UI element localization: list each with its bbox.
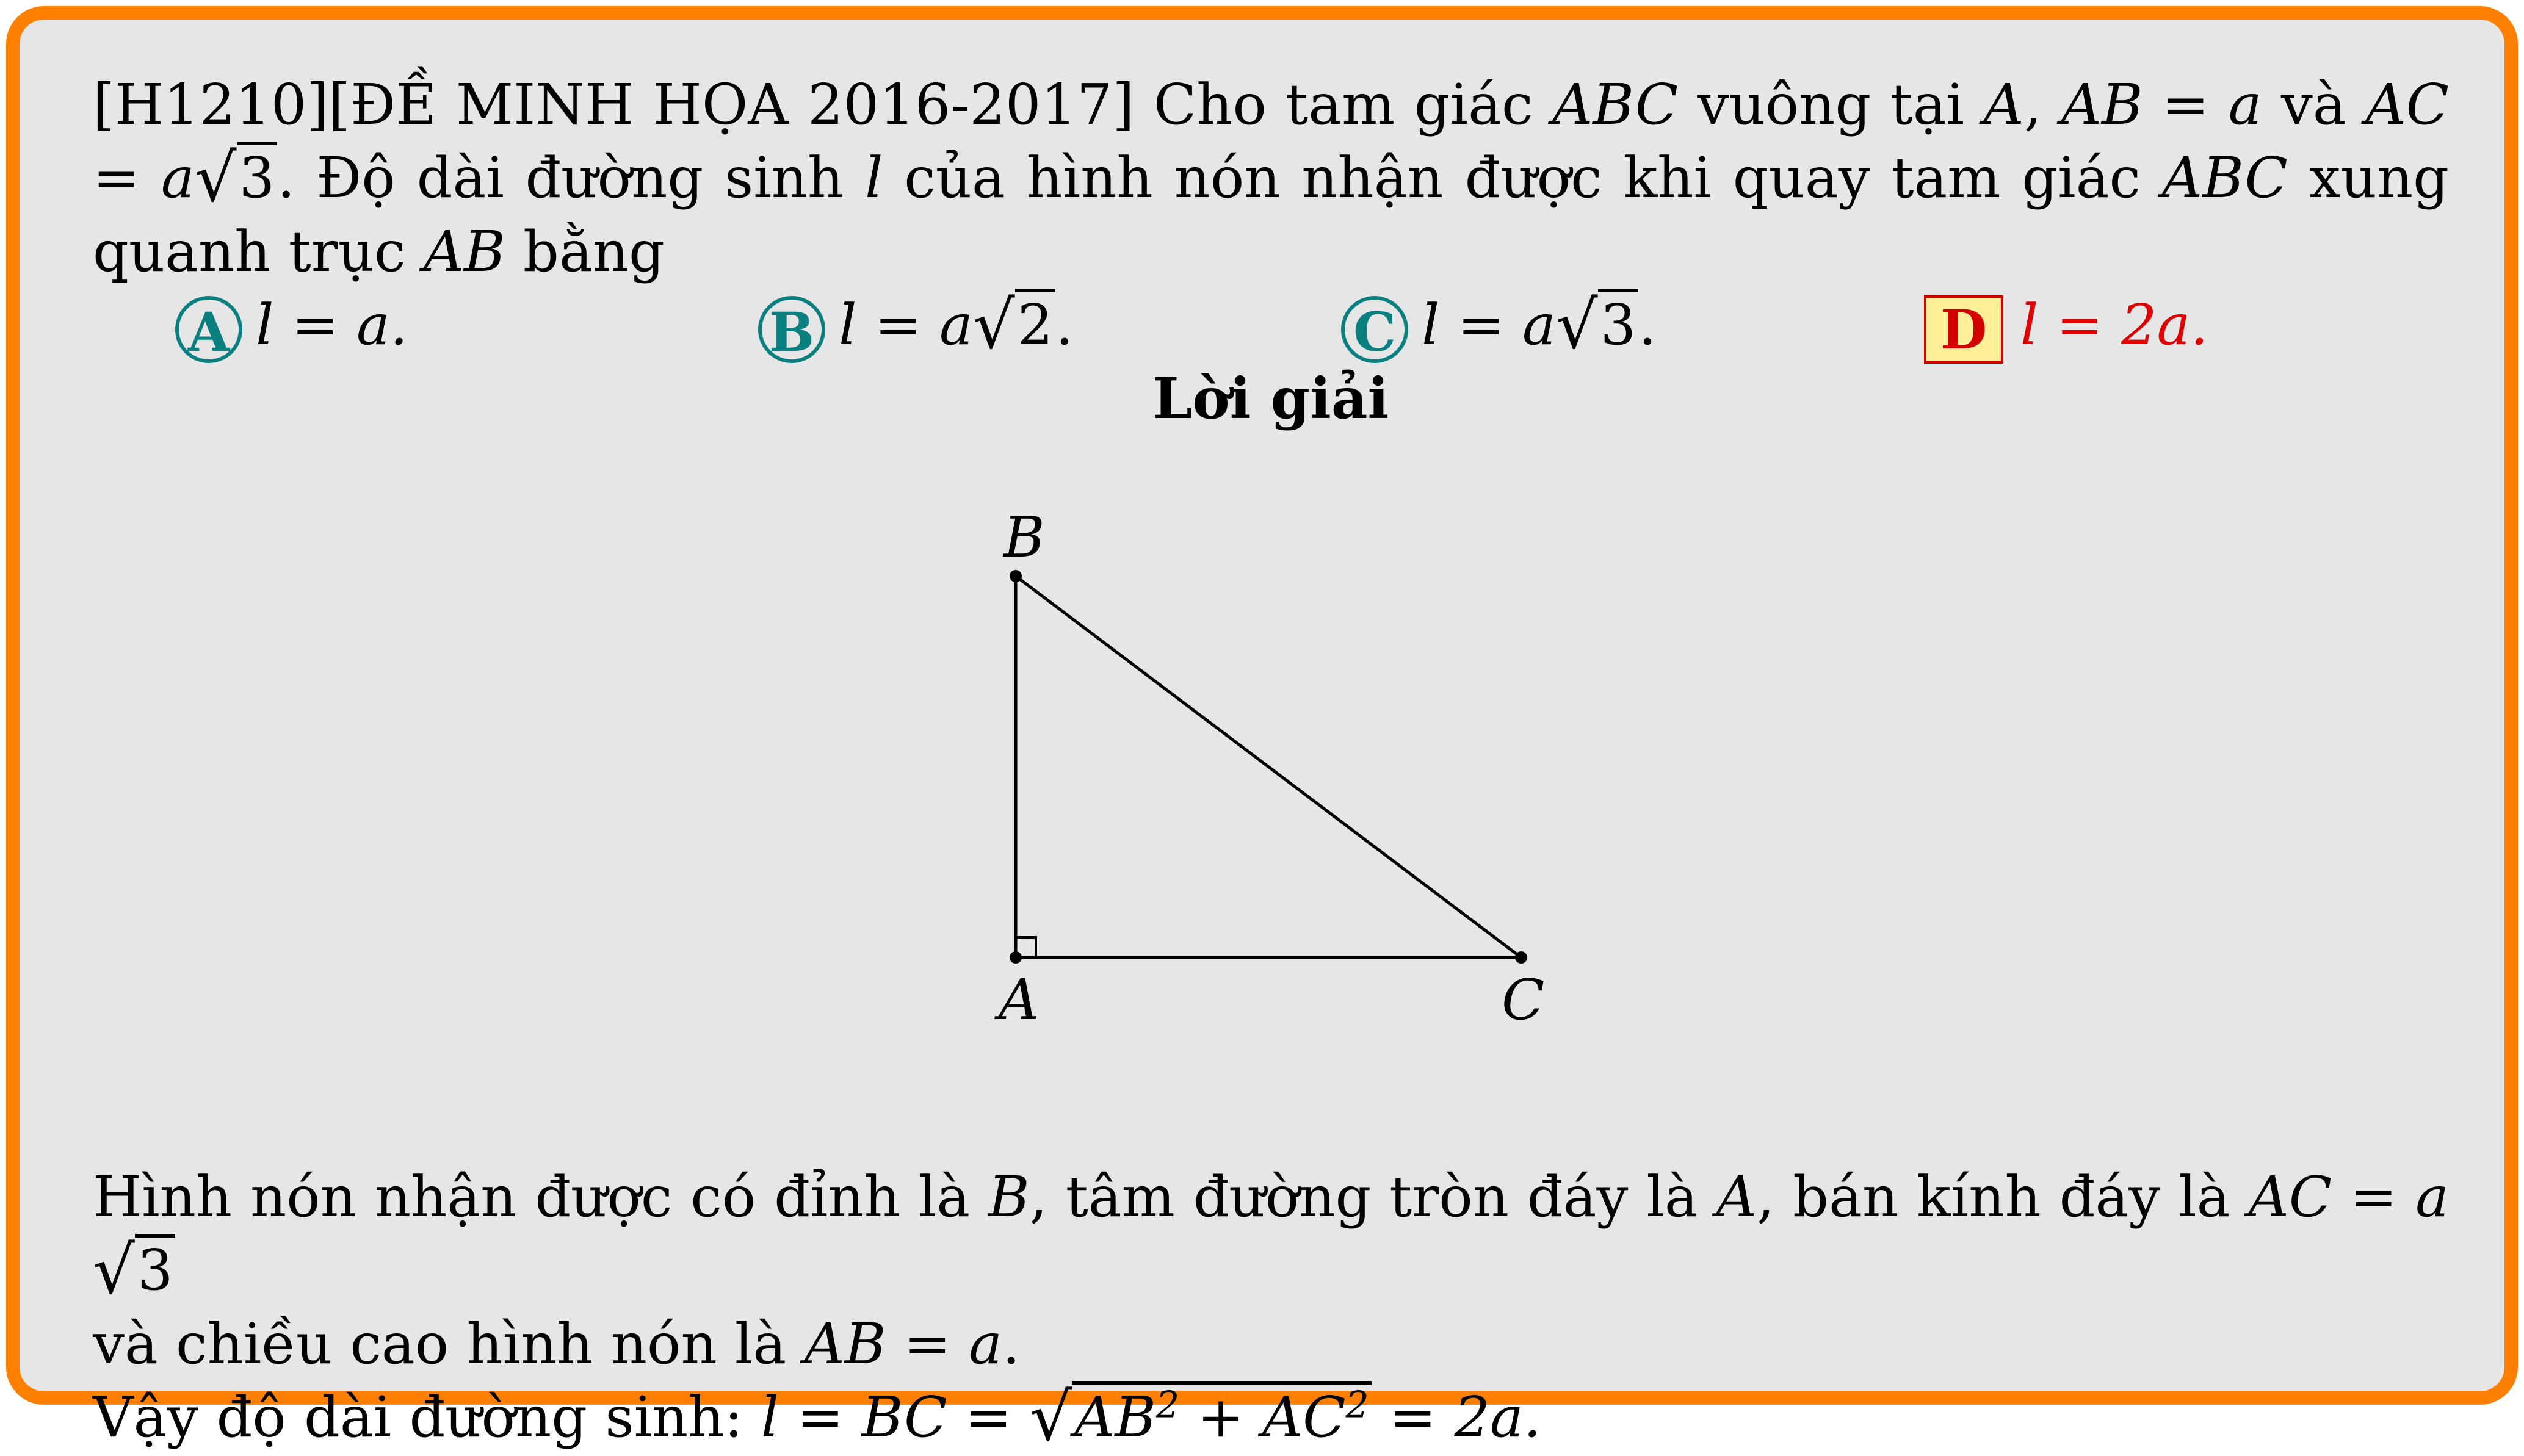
- radicand: 3: [237, 142, 278, 211]
- choice-c-label: C: [1341, 296, 1408, 363]
- result: = 2a.: [1389, 1385, 1541, 1450]
- vertex-a: A: [1983, 72, 2024, 137]
- solution-line-3: [93, 1381, 2449, 1455]
- label-c: C: [1502, 967, 1545, 1033]
- choice-d-label: D: [1924, 295, 2003, 364]
- exponent: 2: [1155, 1383, 1180, 1427]
- radicand: 2: [1015, 289, 1056, 358]
- sqrt-2: √2: [973, 289, 1055, 362]
- conjunction: và: [2280, 72, 2346, 137]
- solution-text-part: và chiều cao hình nón là: [93, 1311, 787, 1377]
- radicand: 3: [1598, 289, 1639, 358]
- axis-ab: AB: [423, 219, 505, 284]
- problem-text-part: của hình nón nhận được khi quay tam giác: [904, 145, 2141, 211]
- problem-text-part: Cho tam giác: [1153, 72, 1533, 137]
- solution-text-part: , bán kính đáy là: [1757, 1164, 2230, 1230]
- sqrt-3: √3: [195, 142, 277, 215]
- problem-text-part: vuông tại: [1697, 72, 1964, 137]
- triangle-name: ABC: [2161, 145, 2288, 211]
- choice-a-label: A: [175, 296, 242, 363]
- ac-equation: AC = a: [93, 72, 2449, 211]
- variable-l: l: [864, 145, 883, 211]
- problem-text-part: bằng: [523, 219, 665, 284]
- term-ac: AC: [1262, 1385, 1346, 1450]
- ab-equation: AB = a: [2061, 72, 2262, 137]
- exponent: 2: [1345, 1383, 1369, 1427]
- point-c: [1515, 951, 1527, 964]
- comma: ,: [2023, 72, 2042, 137]
- choice-d-expr: l = 2a.: [2020, 292, 2208, 358]
- solution-line-1: [93, 1161, 2449, 1308]
- problem-code: [H1210][ĐỀ MINH HỌA 2016-2017]: [93, 72, 1135, 137]
- period: .: [1002, 1311, 1021, 1377]
- ac-equation: AC = a: [2248, 1164, 2449, 1230]
- label-b: B: [1003, 505, 1045, 570]
- solution-text-part: , tâm đường tròn đáy là: [1029, 1164, 1698, 1230]
- label-a: A: [999, 967, 1040, 1033]
- choice-b-expr: l = a: [839, 292, 973, 358]
- choice-a-expr: l = a.: [256, 292, 408, 358]
- problem-text-part: Độ dài đường sinh: [316, 145, 844, 211]
- choice-c-expr: l = a: [1422, 292, 1556, 358]
- point-b: [1010, 570, 1022, 582]
- solution-heading: Lời giải: [1152, 366, 1389, 431]
- sqrt-sum-of-squares: $√AB^2 + AC^2$: [1030, 1381, 1372, 1455]
- segment-bc: [1016, 576, 1521, 957]
- period: .: [277, 145, 295, 211]
- period: .: [1638, 292, 1657, 358]
- radicand: 3: [135, 1234, 176, 1303]
- period: .: [1055, 292, 1074, 358]
- point-a: [1010, 951, 1022, 964]
- sqrt-3: √3: [93, 1234, 175, 1308]
- solution-line-2: [93, 1308, 2449, 1381]
- solution-text-part: Vậy độ dài đường sinh:: [93, 1385, 743, 1450]
- slant-height-equation: l = BC =: [761, 1385, 1012, 1450]
- term-ab: AB: [1074, 1385, 1156, 1450]
- question-card: [6, 6, 2518, 1456]
- choice-b-label: B: [758, 296, 825, 363]
- sqrt-3: √3: [1556, 289, 1638, 362]
- problem-text-part: xung quanh trục: [93, 145, 2450, 284]
- triangle-name: ABC: [1552, 72, 1679, 137]
- vertex-b: B: [988, 1164, 1030, 1230]
- ab-equation: AB = a: [804, 1311, 1002, 1377]
- solution-text-part: Hình nón nhận được có đỉnh là: [93, 1164, 971, 1230]
- vertex-a: A: [1716, 1164, 1757, 1230]
- plus-sign: +: [1179, 1385, 1262, 1450]
